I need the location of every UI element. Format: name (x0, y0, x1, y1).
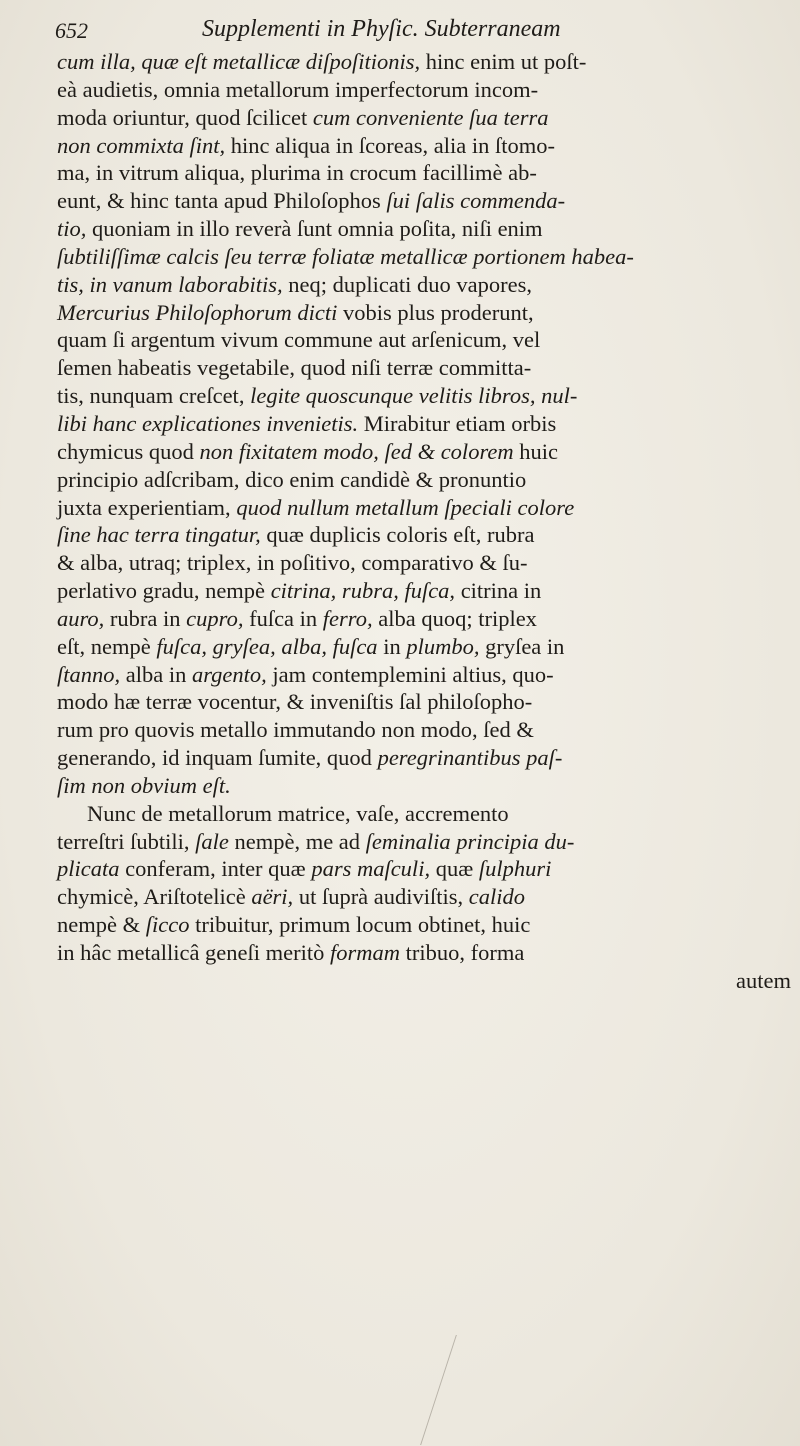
text-segment: nempè, me ad (228, 828, 366, 854)
page-header (55, 8, 755, 44)
italic-text-segment: pars maſculi, (311, 856, 431, 882)
text-line (57, 132, 797, 160)
text-line (57, 354, 797, 382)
paper-crease (420, 1335, 547, 1445)
text-segment: terreſtri ſubtili, (57, 828, 196, 854)
text-segment: in hâc metallicâ geneſi meritò (57, 940, 331, 965)
text-segment: quæ duplicis coloris eſt, rubra (260, 522, 535, 548)
italic-text-segment: fuſca, gryſea, alba, fuſca (156, 633, 378, 659)
text-segment: eunt, & hinc tanta apud Philoſophos (57, 188, 387, 214)
text-segment: principio adſcribam, dico enim candidè & pronuntio (57, 466, 527, 492)
text-line (57, 688, 797, 716)
text-segment: eà audietis, omnia metallorum imperfectorum incom- (57, 76, 539, 102)
text-segment: jam contemplemini altius, quo- (266, 661, 554, 687)
text-segment: & alba, utraq; triplex, in poſitivo, comparativo & ſu- (57, 550, 528, 576)
italic-text-segment: ſui ſalis commenda- (386, 188, 566, 214)
italic-text-segment: ferro, (322, 605, 373, 631)
italic-text-segment: formam (330, 940, 401, 965)
italic-text-segment: plicata (57, 856, 120, 882)
text-line (57, 577, 797, 605)
text-segment: rum pro quovis metallo immutando non modo, ſed & (57, 717, 534, 743)
text-line (57, 299, 797, 327)
text-segment: tis, nunquam creſcet, (57, 383, 251, 409)
text-line (57, 410, 797, 438)
italic-text-segment: argento, (192, 661, 267, 687)
text-line (57, 716, 797, 744)
text-segment: perlativo gradu, nempè (57, 578, 271, 604)
text-line (57, 438, 797, 466)
body-text (57, 48, 797, 995)
italic-text-segment: tis, in vanum laborabitis, (57, 271, 283, 297)
text-segment: in (377, 633, 407, 659)
text-line (57, 187, 797, 215)
text-segment: hinc enim ut poſt- (420, 49, 587, 74)
text-line (57, 104, 797, 132)
text-segment: gryſea in (479, 633, 565, 659)
italic-text-segment: calido (468, 884, 526, 910)
text-line (57, 326, 797, 354)
text-line (57, 939, 797, 967)
text-line (57, 549, 797, 577)
text-line (57, 159, 797, 187)
italic-text-segment: non fixitatem modo, ſed & colorem (199, 438, 514, 464)
running-title: Supplementi in Phyſic. Subterraneam (202, 16, 561, 42)
text-line (57, 911, 797, 939)
text-line (57, 661, 797, 689)
text-segment: modo hæ terræ vocentur, & inveniſtis ſal philoſopho- (57, 689, 533, 715)
text-segment: quæ (430, 856, 479, 882)
italic-text-segment: cum illa, quæ eſt metallicæ diſpoſitionis, (57, 49, 421, 74)
italic-text-segment: cum conveniente ſua terra (312, 104, 549, 130)
italic-text-segment: legite quoscunque velitis libros, nul- (250, 383, 578, 409)
italic-text-segment: peregrinantibus paſ- (377, 745, 563, 771)
text-segment: alba in (120, 661, 192, 687)
italic-text-segment: ſim non obvium eſt. (57, 772, 231, 798)
text-segment: juxta experientiam, (57, 494, 237, 520)
text-segment: conferam, inter quæ (119, 856, 312, 882)
italic-text-segment: aëri, (251, 884, 294, 910)
italic-text-segment: ſtanno, (57, 661, 121, 687)
text-segment: rubra in (104, 605, 187, 631)
italic-text-segment: Mercurius Philoſophorum dicti (57, 299, 338, 325)
text-line (57, 382, 797, 410)
text-segment: chymicus quod (57, 438, 200, 464)
text-segment: Nunc de metallorum matrice, vaſe, accremento (87, 800, 509, 826)
text-segment: huic (513, 438, 558, 464)
italic-text-segment: ſubtiliſſimæ calcis ſeu terræ foliatæ metallicæ portionem habea- (57, 243, 634, 269)
text-segment: ut ſuprà audiviſtis, (293, 884, 469, 910)
text-line (57, 855, 797, 883)
text-line (57, 605, 797, 633)
text-segment: tribuo, forma (400, 940, 525, 965)
text-line (57, 800, 797, 828)
text-segment: chymicè, Ariſtotelicè (57, 884, 252, 910)
text-line (57, 633, 797, 661)
italic-text-segment: tio, (57, 216, 87, 242)
page-number: 652 (55, 18, 88, 43)
text-line (57, 76, 797, 104)
text-line (57, 744, 797, 772)
text-segment: Mirabitur etiam orbis (358, 410, 557, 436)
italic-text-segment: libi hanc explicationes invenietis. (57, 410, 359, 436)
text-segment: hinc aliqua in ſcoreas, alia in ſtomo- (225, 132, 556, 158)
italic-text-segment: citrina, rubra, fuſca, (270, 578, 456, 604)
text-line (57, 215, 797, 243)
text-segment: fuſca in (243, 605, 323, 631)
italic-text-segment: ſale (195, 828, 229, 854)
text-segment: ma, in vitrum aliqua, plurima in crocum facillimè ab- (57, 160, 537, 186)
text-segment: eſt, nempè (57, 633, 157, 659)
text-line (57, 48, 797, 76)
text-segment: citrina in (455, 578, 542, 604)
text-segment: ſemen habeatis vegetabile, quod niſi terræ committa- (57, 355, 532, 381)
text-line (57, 521, 797, 549)
text-line (57, 271, 797, 299)
italic-text-segment: non commixta ſint, (57, 132, 226, 158)
italic-text-segment: auro, (57, 605, 105, 631)
italic-text-segment: ſine hac terra tingatur, (57, 522, 261, 548)
text-segment: quam ſi argentum vivum commune aut arſenicum, vel (57, 327, 541, 353)
text-line (57, 883, 797, 911)
italic-text-segment: cupro, (186, 605, 244, 631)
text-line (57, 772, 797, 800)
text-line (57, 828, 797, 856)
catchword: autem (736, 967, 791, 993)
italic-text-segment: ſeminalia principia du- (365, 828, 575, 854)
text-segment: quoniam in illo reverà ſunt omnia poſita, niſi enim (86, 216, 543, 242)
text-line (57, 466, 797, 494)
italic-text-segment: plumbo, (406, 633, 480, 659)
text-segment: tribuitur, primum locum obtinet, huic (189, 912, 531, 938)
text-segment: generando, id inquam ſumite, quod (57, 745, 378, 771)
italic-text-segment: ſicco (145, 912, 190, 938)
text-segment: moda oriuntur, quod ſcilicet (57, 104, 313, 130)
text-line (57, 243, 797, 271)
italic-text-segment: quod nullum metallum ſpeciali colore (236, 494, 575, 520)
text-segment: alba quoq; triplex (372, 605, 537, 631)
text-line (57, 494, 797, 522)
italic-text-segment: ſulphuri (478, 856, 552, 882)
text-segment: neq; duplicati duo vapores, (282, 271, 532, 297)
text-segment: vobis plus proderunt, (337, 299, 534, 325)
text-segment: nempè & (57, 912, 146, 938)
